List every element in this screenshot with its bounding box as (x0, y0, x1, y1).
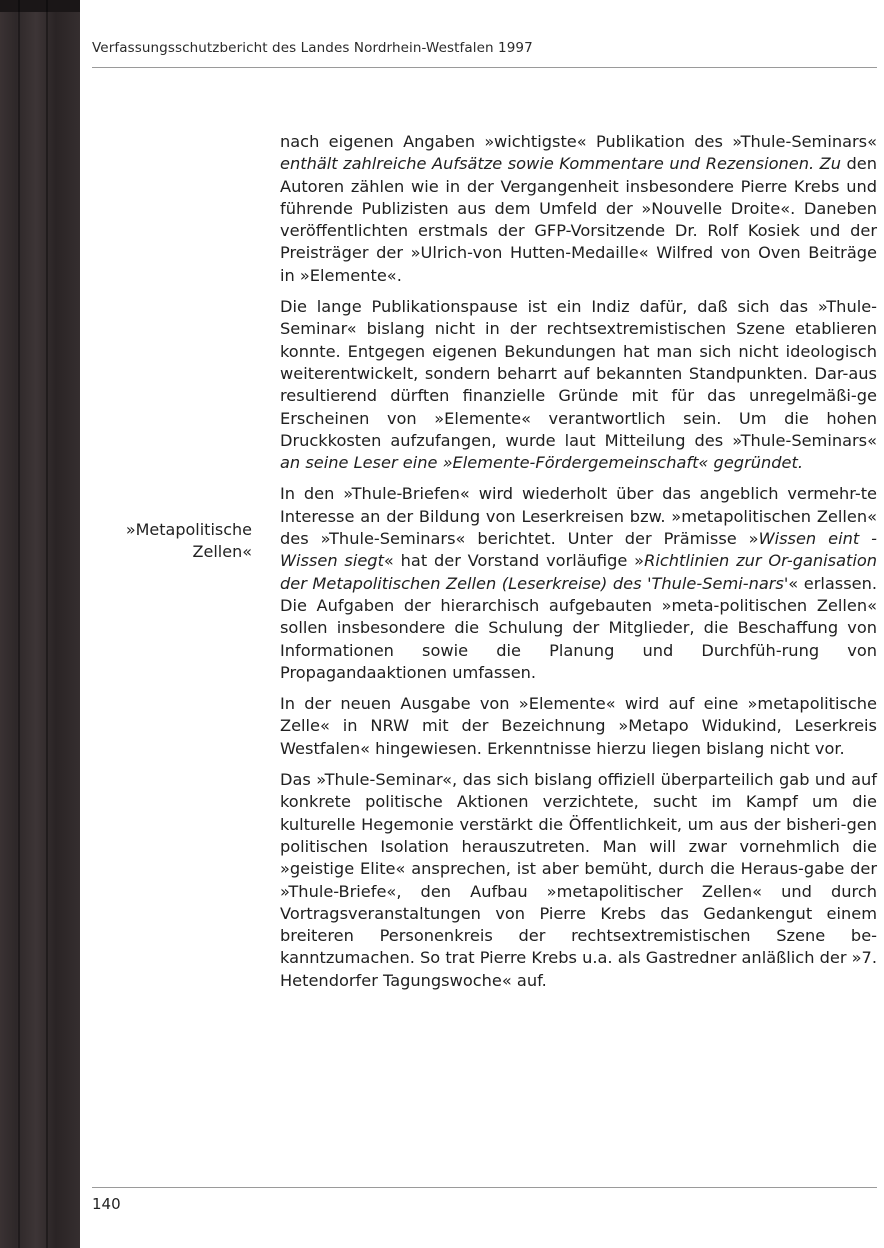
running-header: Verfassungsschutzbericht des Landes Nordrhein-Westfalen 1997 (92, 40, 533, 56)
paragraph-text: « erlassen. Die Aufgaben der hierarchisch aufgebauten »meta-politischen Zellen« sollen insbesondere die Schulung der Mitglieder, die Beschaffung von Informationen sowie die Planung und Durchfüh-rung von Propagandaaktionen umfassen. (280, 573, 878, 682)
paragraph-text: « hat der Vorstand vorläufige » (383, 551, 645, 571)
paragraph-text-italic: Richtlinien zur Or-ganisation der Metapolitischen Zellen (Leserkreise) des 'Thule-Semi-nars' (280, 551, 878, 593)
paragraph-text: In der neuen Ausgabe von »Elemente« wird auf eine »metapolitische Zelle« in NRW mit der Bezeichnung »Metapo Widukind, Leserkreis Westfalen« hingewiesen. Erkenntnisse hierzu liegen bislang nicht vor. (280, 694, 877, 758)
paragraph (280, 769, 877, 992)
paragraph-text: nach eigenen Angaben »wichtigste« Publikation des »Thule-Seminars« (280, 132, 877, 151)
paragraph-text-italic: Wissen eint - Wissen siegt (280, 529, 877, 571)
paragraph-text: den Autoren zählen wie in der Vergangenheit insbesondere Pierre Krebs und führende Publizisten aus dem Umfeld der »Nouvelle Droite«. Daneben veröffentlichten erstmals der GFP-Vorsitzende Dr. Rolf Kosiek und der Preisträger der »Ulrich-von Hutten-Medaille« Wilfred von Oven Beiträge in »Elemente«. (280, 154, 878, 285)
paragraph-text: Das »Thule-Seminar«, das sich bislang offiziell überparteilich gab und auf konkrete politische Aktionen verzichtete, sucht im Kampf um die kulturelle Hegemonie verstärkt die Öffentlichkeit, um aus der bisheri-gen politischen Isolation herauszutreten. Man will zwar vornehmlich die »geistige Elite« ansprechen, ist aber bemüht, durch die Heraus-gabe der »Thule-Briefe«, den Aufbau »metapolitischer Zellen« und durch Vortragsveranstaltungen von Pierre Krebs das Gedankengut einem breiteren Personenkreis der rechtsextremistischen Szene be-kanntzumachen. So trat Pierre Krebs u.a. als Gastredner anläßlich der »7. Hetendorfer Tagungswoche« auf. (280, 770, 877, 990)
paragraph-text: In den »Thule-Briefen« wird wiederholt über das angeblich vermehr-te Interesse an der Bildung von Leserkreisen bzw. »metapolitischen Zellen« des »Thule-Seminars« berichtet. Unter der Prämisse » (280, 484, 877, 549)
binding-top-edge (0, 0, 80, 12)
paragraph (280, 693, 877, 760)
binding-crease (18, 0, 20, 1248)
paragraph-text-italic: enthält zahlreiche Aufsätze sowie Kommentare und Rezensionen. Zu (280, 154, 841, 174)
margin-note-line: »Metapolitische (125, 520, 252, 539)
paragraph (280, 483, 877, 684)
margin-note (98, 519, 252, 564)
paragraph (280, 296, 877, 474)
footer-rule (92, 1187, 877, 1188)
paragraph-text: Die lange Publikationspause ist ein Indiz dafür, daß sich das »Thule-Seminar« bislang nicht in der rechtsextremistischen Szene etablieren konnte. Entgegen eigenen Bekundungen hat man sich nicht ideologisch weiterentwickelt, sondern beharrt auf bekannten Standpunkten. Dar-aus resultierend dürften finanzielle Gründe mit für das unregelmäßi-ge Erscheinen von »Elemente« verantwortlich sein. Um die hohen Druckkosten aufzufangen, wurde laut Mitteilung des »Thule-Seminars« (280, 297, 877, 450)
paragraph (280, 131, 877, 287)
binding-crease (46, 0, 48, 1248)
body-text (280, 131, 877, 992)
margin-note-line: Zellen« (192, 542, 252, 562)
paragraph-text-italic: an seine Leser eine »Elemente-Fördergemeinschaft« gegründet. (280, 453, 803, 473)
header-rule (92, 67, 877, 68)
book-binding (0, 0, 80, 1248)
page-number: 140 (92, 1195, 121, 1213)
